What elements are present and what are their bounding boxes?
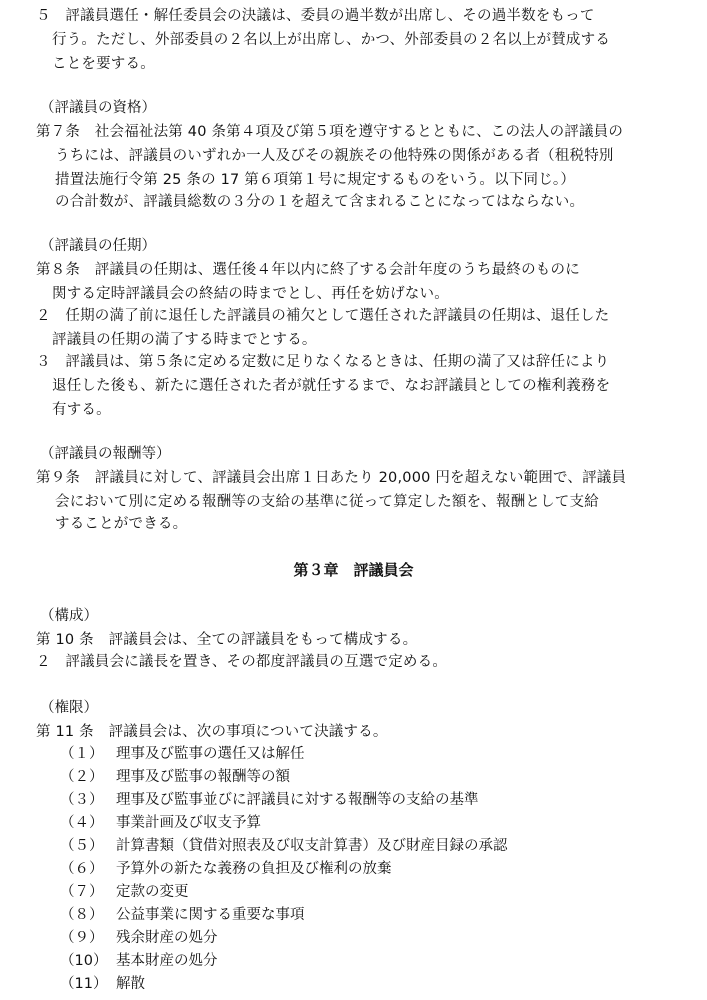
paragraph-line: ３ 評議員は、第５条に定める定数に足りなくなるときは、任期の満了又は辞任により: [36, 354, 610, 370]
paragraph-line: することができる。: [55, 516, 188, 532]
paragraph-line: 措置法施行令第 25 条の 17 第６項第１号に規定するものをいう。以下同じ。）: [55, 172, 576, 188]
list-item: [60, 790, 479, 810]
paragraph-line: 有する。: [52, 402, 111, 418]
article-line: 第 11 条 評議員会は、次の事項について決議する。: [36, 724, 388, 740]
list-item: [60, 974, 145, 994]
section-heading: （評議員の資格）: [40, 100, 156, 116]
paragraph-line: 会において別に定める報酬等の支給の基準に従って算定した額を、報酬として支給: [55, 494, 599, 510]
chapter-title: 第３章 評議員会: [293, 561, 414, 579]
paragraph-line: うちには、評議員のいずれか一人及びその親族その他特殊の関係がある者（租税特別: [55, 148, 614, 164]
list-item-text: 予算外の新たな義務の負担及び権利の放棄: [116, 861, 392, 877]
paragraph-line: 関する定時評議員会の終結の時までとし、再任を妨げない。: [52, 286, 449, 302]
list-item-text: 公益事業に関する重要な事項: [116, 907, 305, 923]
list-item-text: 残余財産の処分: [116, 930, 218, 946]
paragraph-line: 退任した後も、新たに選任された者が就任するまで、なお評議員としての権利義務を: [52, 378, 611, 394]
section-heading: （評議員の報酬等）: [40, 446, 171, 462]
list-item-number: （10）: [60, 953, 108, 969]
list-item-text: 理事及び監事の選任又は解任: [116, 746, 305, 762]
list-item-text: 理事及び監事の報酬等の額: [116, 769, 290, 785]
paragraph-line: ２ 評議員会に議長を置き、その都度評議員の互選で定める。: [36, 654, 448, 670]
list-item-number: （７）: [60, 884, 104, 900]
paragraph-line: の合計数が、評議員総数の３分の１を超えて含まれることになってはならない。: [55, 194, 585, 210]
section-heading: （構成）: [40, 608, 98, 624]
list-item-number: （４）: [60, 815, 104, 831]
list-item: [60, 928, 218, 948]
paragraph-line: ことを要する。: [52, 56, 155, 72]
list-item-text: 解散: [116, 976, 145, 992]
list-item-number: （６）: [60, 861, 104, 877]
list-item: [60, 836, 508, 856]
paragraph-line: 行う。ただし、外部委員の２名以上が出席し、かつ、外部委員の２名以上が賛成する: [52, 32, 611, 48]
list-item-text: 計算書類（貸借対照表及び収支計算書）及び財産目録の承認: [116, 838, 508, 854]
list-item-number: （５）: [60, 838, 104, 854]
list-item-number: （３）: [60, 792, 104, 808]
list-item-number: （８）: [60, 907, 104, 923]
list-item-number: （２）: [60, 769, 104, 785]
list-item-text: 事業計画及び収支予算: [116, 815, 261, 831]
paragraph-line: ２ 任期の満了前に退任した評議員の補欠として選任された評議員の任期は、退任した: [36, 308, 610, 324]
list-item: [60, 859, 392, 879]
article-line: 第９条 評議員に対して、評議員会出席１日あたり 20,000 円を超えない範囲で、評議員: [36, 470, 627, 486]
list-item: [60, 813, 261, 833]
section-heading: （権限）: [40, 700, 98, 716]
article-line: 第８条 評議員の任期は、選任後４年以内に終了する会計年度のうち最終のものに: [36, 262, 580, 278]
list-item-text: 基本財産の処分: [116, 953, 218, 969]
list-item-text: 定款の変更: [116, 884, 189, 900]
list-item-number: （１）: [60, 746, 104, 762]
list-item: [60, 767, 290, 787]
list-item: [60, 744, 305, 764]
list-item: [60, 882, 189, 902]
list-item: [60, 951, 218, 971]
list-item-number: （９）: [60, 930, 104, 946]
paragraph-line: ５ 評議員選任・解任委員会の決議は、委員の過半数が出席し、その過半数をもって: [36, 8, 595, 24]
paragraph-line: 評議員の任期の満了する時までとする。: [52, 332, 317, 348]
list-item-number: （11）: [60, 976, 108, 992]
section-heading: （評議員の任期）: [40, 238, 156, 254]
article-line: 第 10 条 評議員会は、全ての評議員をもって構成する。: [36, 632, 418, 648]
list-item: [60, 905, 305, 925]
article-line: 第７条 社会福祉法第 40 条第４項及び第５項を遵守するとともに、この法人の評議員の: [36, 124, 624, 140]
list-item-text: 理事及び監事並びに評議員に対する報酬等の支給の基準: [116, 792, 479, 808]
